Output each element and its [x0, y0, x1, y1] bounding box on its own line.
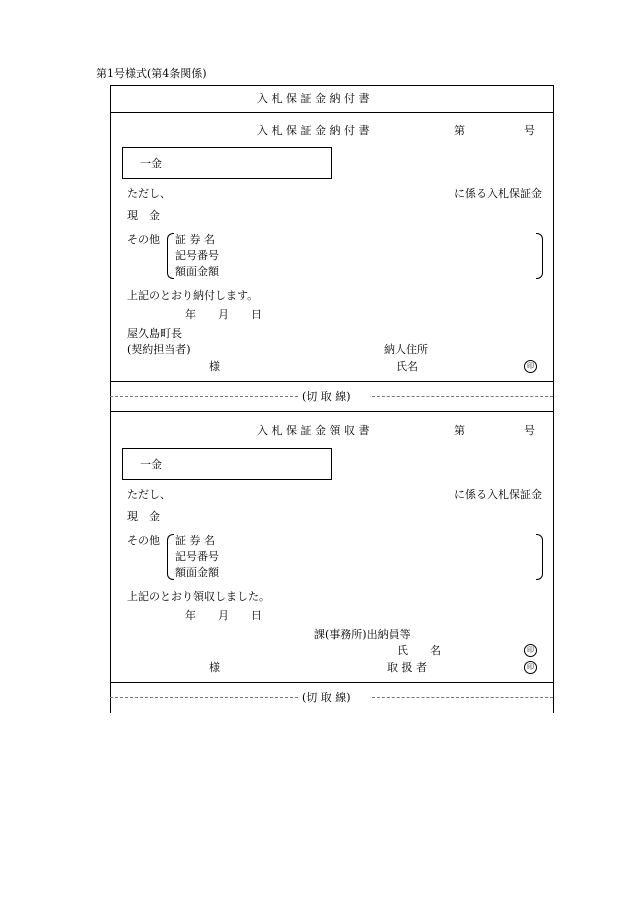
security-name-label: 証 券 名	[175, 233, 215, 246]
section2-top	[110, 411, 553, 412]
amount-prefix: 一金	[140, 157, 162, 170]
security-number-label: 記号番号	[175, 249, 219, 262]
number-suffix: 号	[524, 124, 535, 137]
face-value-label: 額面金額	[175, 566, 219, 579]
recipient: 屋久島町長	[127, 327, 182, 340]
purpose-suffix: に係る入札保証金	[454, 187, 542, 200]
receipt-title: 入 札 保 証 金 領 収 書	[257, 424, 370, 437]
frame-top	[110, 85, 553, 86]
date-line: 年 月 日	[185, 308, 262, 321]
cut-line-left	[110, 396, 298, 397]
cut-line-label: (切 取 線)	[302, 390, 351, 403]
right-brace	[536, 233, 543, 279]
payer-name-label: 氏名	[396, 360, 418, 373]
cash-label: 現 金	[127, 510, 160, 523]
number-prefix: 第	[454, 424, 465, 437]
seal-icon: 印	[524, 644, 537, 657]
purpose-suffix: に係る入札保証金	[454, 488, 542, 501]
section1-bottom	[110, 381, 553, 382]
outer-title: 入 札 保 証 金 納 付 書	[257, 92, 370, 105]
payer-address-label: 納人住所	[384, 343, 428, 356]
security-number-label: 記号番号	[175, 550, 219, 563]
name-label: 氏 名	[397, 644, 441, 657]
frame-right	[553, 85, 554, 713]
seal-icon: 印	[524, 661, 537, 674]
number-prefix: 第	[454, 124, 465, 137]
section2-bottom	[110, 682, 553, 683]
office-label: 課(事務所)出納員等	[314, 628, 411, 641]
cut-line-right	[372, 697, 553, 698]
statement: 上記のとおり領収しました。	[127, 590, 270, 603]
date-line: 年 月 日	[185, 609, 262, 622]
frame-left	[110, 85, 111, 713]
security-name-label: 証 券 名	[175, 534, 215, 547]
seal-icon: 印	[524, 360, 537, 373]
left-brace	[167, 534, 174, 580]
statement: 上記のとおり納付します。	[127, 289, 259, 302]
title-divider	[110, 112, 553, 113]
face-value-label: 額面金額	[175, 265, 219, 278]
cut-line-label: (切 取 線)	[302, 691, 351, 704]
payment-slip-title: 入 札 保 証 金 納 付 書	[257, 124, 370, 137]
other-label: その他	[127, 534, 160, 547]
sama-label: 様	[209, 661, 220, 674]
tadashi-label: ただし、	[127, 187, 171, 200]
amount-prefix: 一金	[140, 458, 162, 471]
form-code: 第1号様式(第4条関係)	[96, 67, 207, 80]
cut-line-left	[110, 697, 298, 698]
left-brace	[167, 233, 174, 279]
right-brace	[536, 534, 543, 580]
cash-label: 現 金	[127, 209, 160, 222]
other-label: その他	[127, 233, 160, 246]
number-suffix: 号	[524, 424, 535, 437]
tadashi-label: ただし、	[127, 488, 171, 501]
sama-label: 様	[209, 360, 220, 373]
handler-label: 取 扱 者	[387, 661, 427, 674]
cut-line-right	[372, 396, 553, 397]
recipient-role: (契約担当者)	[127, 343, 191, 356]
